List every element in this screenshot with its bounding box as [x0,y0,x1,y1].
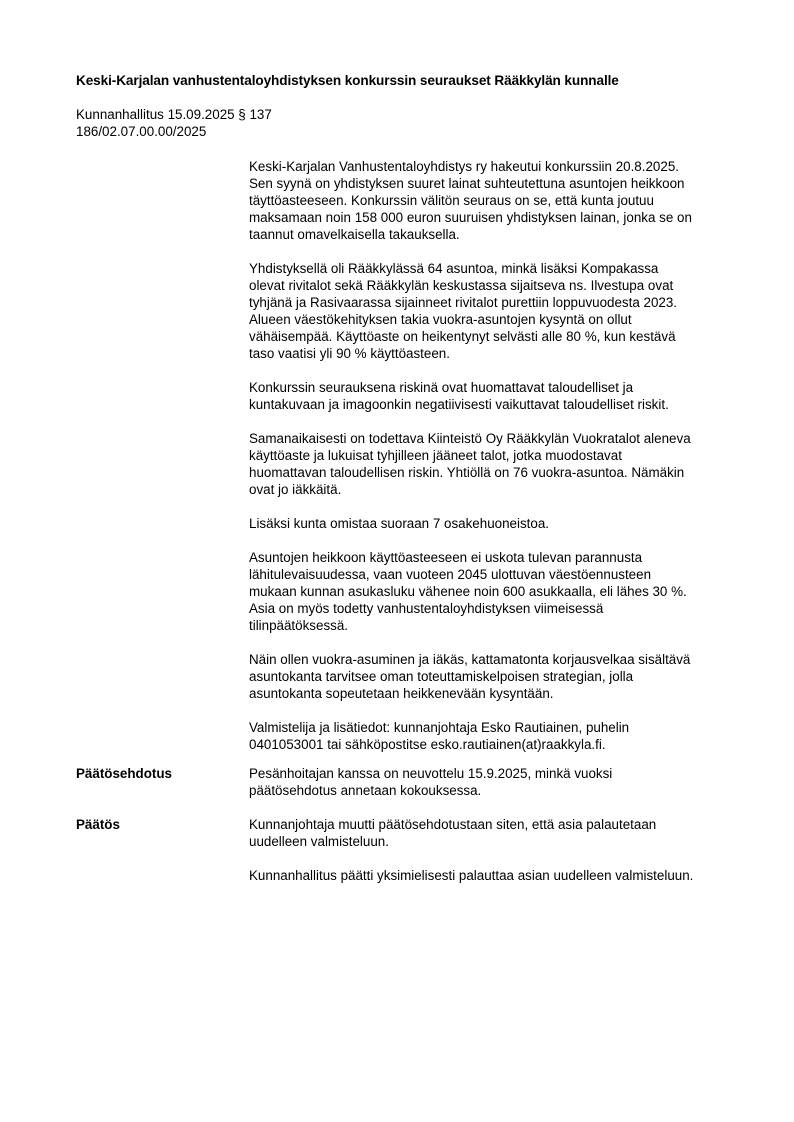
document-body [249,158,749,770]
text-line: käyttöaste ja lukuisat tyhjilleen jääneet talot, jotka muodostavat [249,448,622,463]
paragraph [249,549,749,634]
text-line: mukaan kunnan asukasluku vähenee noin 600 asukkaalla, eli lähes 30 %. [249,584,687,599]
paragraph [249,158,749,243]
text-line: 0401053001 tai sähköpostitse esko.rautiainen(at)raakkyla.fi. [249,737,606,752]
decision-label: Päätös [76,817,120,832]
text-line: maksamaan noin 158 000 euron suuruisen yhdistyksen lainan, jonka se on [249,210,692,225]
meeting-line: Kunnanhallitus 15.09.2025 § 137 [76,107,272,122]
text-line: Pesänhoitajan kanssa on neuvottelu 15.9.2025, minkä vuoksi [249,766,613,781]
decision-text [249,816,769,901]
text-line: Näin ollen vuokra-asuminen ja iäkäs, kattamatonta korjausvelkaa sisältävä [249,652,691,667]
text-line: Alueen väestökehityksen takia vuokra-asuntojen kysyntä on ollut [249,312,632,327]
text-line: Konkurssin seurauksena riskinä ovat huomattavat taloudelliset ja [249,380,634,395]
text-line: Asuntojen heikkoon käyttöasteeseen ei uskota tulevan parannusta [249,550,643,565]
document-meta [76,106,272,140]
text-line: olevat rivitalot sekä Rääkkylän keskustassa sijaitseva ns. Ilvestupa ovat [249,278,674,293]
text-line: Keski-Karjalan Vanhustentaloyhdistys ry hakeutui konkurssiin 20.8.2025. [249,159,679,174]
text-line: Kunnanjohtaja muutti päätösehdotustaan siten, että asia palautetaan [249,817,657,832]
text-line: Yhdistyksellä oli Rääkkylässä 64 asuntoa, minkä lisäksi Kompakassa [249,261,659,276]
text-line: kuntakuvaan ja imagoonkin negatiivisesti vaikuttavat taloudelliset riskit. [249,397,669,412]
text-line: tyhjänä ja Rasivaarassa sijainneet rivitalot purettiin loppuvuodesta 2023. [249,295,678,310]
paragraph [249,719,749,753]
paragraph [249,867,769,884]
text-line: tilinpäätöksessä. [249,618,348,633]
text-line: huomattavan taloudellisen riskin. Yhtiöllä on 76 vuokra-asuntoa. Nämäkin [249,465,685,480]
record-number: 186/02.07.00.00/2025 [76,124,207,139]
paragraph [249,260,749,362]
text-line: Valmistelija ja lisätiedot: kunnanjohtaja Esko Rautiainen, puhelin [249,720,630,735]
text-line: ovat jo iäkkäitä. [249,482,342,497]
text-line: taso vaatisi yli 90 % käyttöasteen. [249,346,450,361]
text-line: Sen syynä on yhdistyksen suuret lainat suhteutettuna asuntojen heikkoon [249,176,685,191]
text-line: taannut omavelkaisella takauksella. [249,227,460,242]
text-line: lähitulevaisuudessa, vaan vuoteen 2045 ulottuvan väestöennusteen [249,567,652,582]
text-line: Lisäksi kunta omistaa suoraan 7 osakehuoneistoa. [249,516,549,531]
paragraph [249,816,769,850]
document-title: Keski-Karjalan vanhustentaloyhdistyksen konkurssin seuraukset Rääkkylän kunnalle [76,73,619,88]
text-line: vähäisempää. Käyttöaste on heikentynyt selvästi alle 80 %, kun kestävä [249,329,676,344]
text-line: Kunnanhallitus päätti yksimielisesti palauttaa asian uudelleen valmisteluun. [249,868,694,883]
text-line: Asia on myös todetty vanhustentaloyhdistyksen viimeisessä [249,601,604,616]
paragraph [249,430,749,498]
text-line: täyttöasteeseen. Konkurssin välitön seuraus on se, että kunta joutuu [249,193,654,208]
proposal-text [249,765,769,816]
paragraph [249,651,749,702]
proposal-label: Päätösehdotus [76,766,172,781]
paragraph [249,765,769,799]
text-line: uudelleen valmisteluun. [249,834,389,849]
text-line: Samanaikaisesti on todettava Kiinteistö Oy Rääkkylän Vuokratalot aleneva [249,431,691,446]
paragraph [249,515,749,532]
paragraph [249,379,749,413]
text-line: asuntokanta sopeutetaan heikkenevään kysyntään. [249,686,554,701]
text-line: asuntokanta tarvitsee oman toteuttamiskelpoisen strategian, jolla [249,669,634,684]
text-line: päätösehdotus annetaan kokouksessa. [249,783,482,798]
